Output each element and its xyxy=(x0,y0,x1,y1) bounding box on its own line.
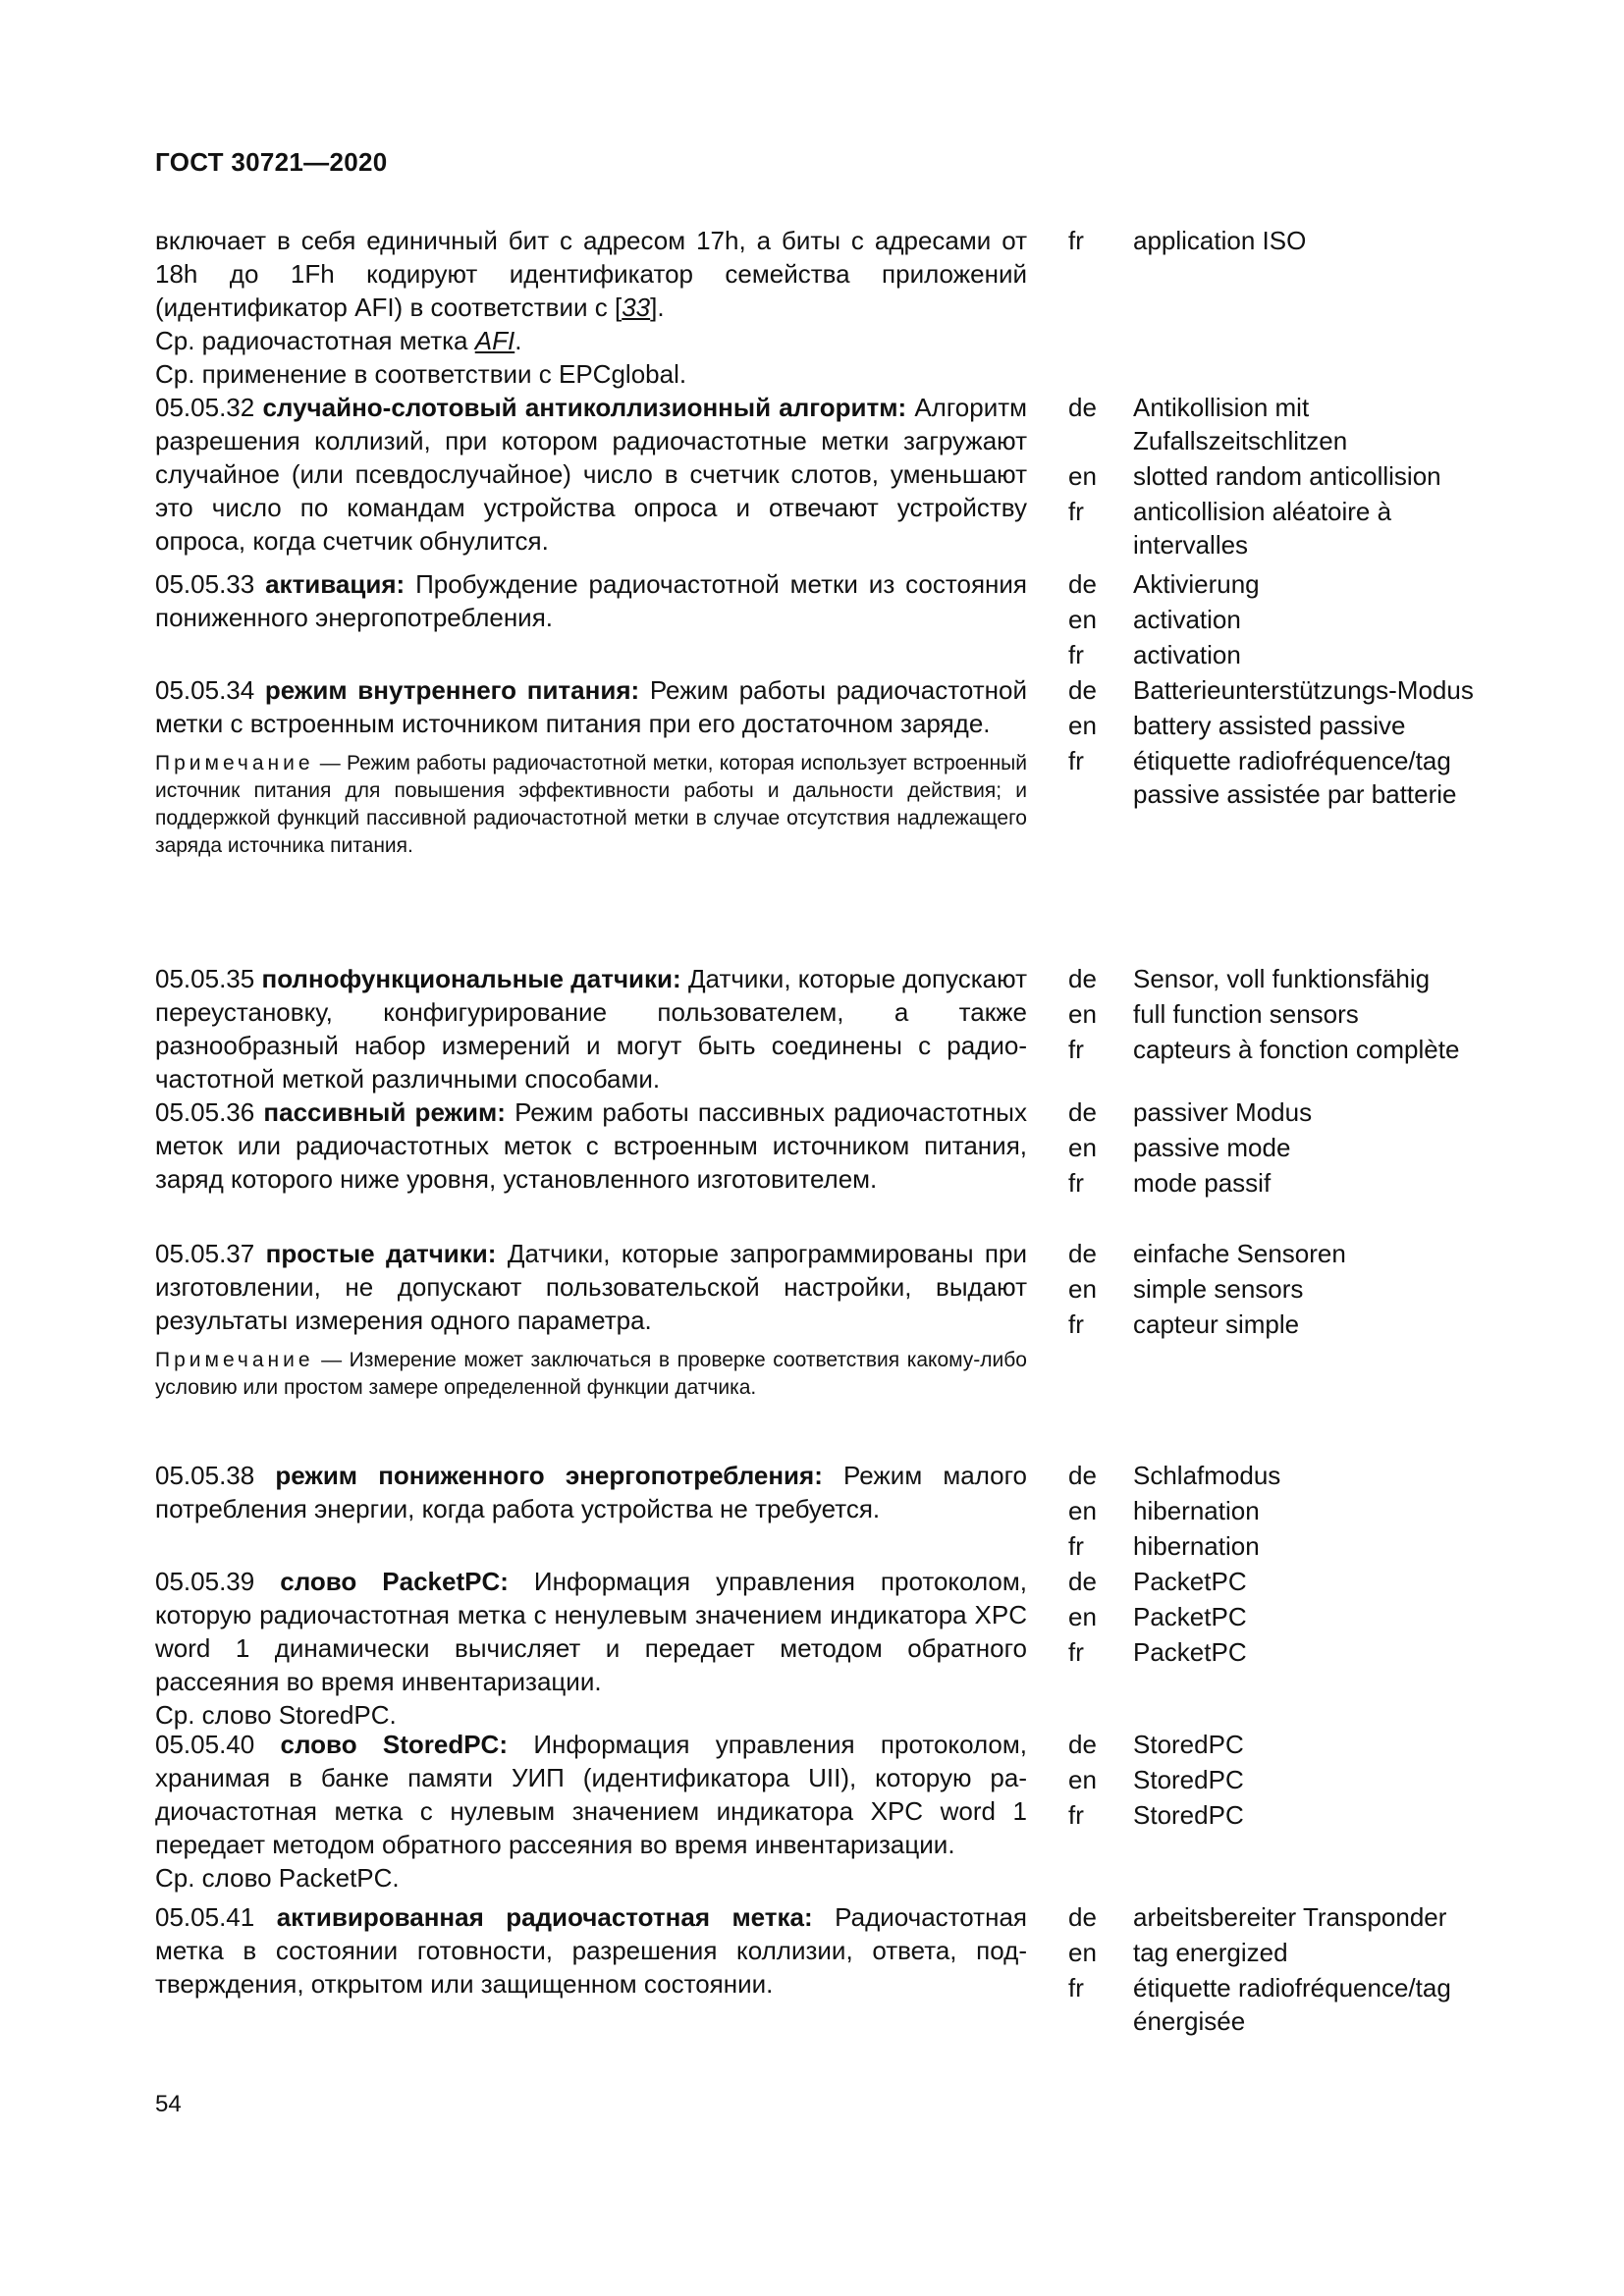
entry-term: слово StoredPC: xyxy=(280,1730,508,1759)
lang-code: de xyxy=(1068,1097,1097,1127)
equivalent-term: Schlafmodus xyxy=(1133,1461,1281,1490)
equivalent-row xyxy=(1068,224,1510,257)
equivalent-row xyxy=(1068,1095,1510,1129)
equivalent-row xyxy=(1068,1936,1510,1969)
entry-number: 05.05.35 xyxy=(155,964,255,993)
entry-definition: Радиочастотная метка в состоянии готовности, разрешения коллизии, ответа, подтверждения, открытом или защищенном состоянии. xyxy=(155,1902,1027,1999)
equivalent-row xyxy=(1068,567,1510,601)
see-also: Ср. радиочастотная метка AFI. xyxy=(155,326,522,355)
entry-note xyxy=(155,1347,1027,1402)
lang-code: fr xyxy=(1068,1800,1084,1830)
lang-code: de xyxy=(1068,1902,1097,1932)
entry-term: простые датчики: xyxy=(265,1239,497,1268)
entry-definition: Информация управления протоколом, которую радиочастотная метка с ненулевым значением индикатора XPC word 1 динамически вычисляет и передает методом обратного рассеяния во время инвентаризации. xyxy=(155,1567,1027,1696)
note-text: — Измерение может заключаться в проверке соответствия какому-либо условию или простом замере определенной функции датчика. xyxy=(155,1349,1027,1399)
equivalent-row xyxy=(1068,1529,1510,1563)
equivalent-row xyxy=(1068,1131,1510,1164)
entry-term: случайно-слотовый антиколлизионный алгоритм: xyxy=(262,393,907,422)
equivalent-term: capteurs à fonction complète xyxy=(1133,1035,1460,1064)
entry-text xyxy=(155,1095,1027,1196)
equivalent-row xyxy=(1068,638,1510,671)
equivalents-block xyxy=(1068,1095,1510,1201)
entry-text xyxy=(155,1237,1027,1337)
equivalent-term: Batterieunterstützungs-Modus xyxy=(1133,675,1474,705)
entry-definition: Режим работы пассивных радиочастотных меток или радиочастотных меток с встроенным источником питания, заряд которого ниже уровня, установленного изготовителем. xyxy=(155,1097,1027,1194)
equivalent-term: StoredPC xyxy=(1133,1800,1244,1830)
lang-code: de xyxy=(1068,569,1097,599)
note-text: — Режим работы радиочастотной метки, которая использует встроенный источник питания для повышения эффективности работы и дальности действия; и поддержкой функций пассивной радиочастотной метки в случае отсутствия надлежащего заряда источника питания. xyxy=(155,752,1027,857)
equivalents-block xyxy=(1068,1565,1510,1671)
equivalent-row xyxy=(1068,709,1510,742)
lang-code: en xyxy=(1068,605,1097,634)
entry-definition-block xyxy=(155,391,1027,558)
entry-term: слово PacketPC: xyxy=(280,1567,509,1596)
equivalent-row xyxy=(1068,1459,1510,1492)
entry-text: включает в себя единичный бит с адресом 17h, а биты с адресами от 18h до 1Fh кодируют идентификатор семейства приложений (идентификатор AFI) в соответствии с [33]. xyxy=(155,226,1027,322)
lang-code: en xyxy=(1068,1602,1097,1631)
entry-definition-block xyxy=(155,673,1027,860)
lang-code: fr xyxy=(1068,1531,1084,1561)
entry-definition-block xyxy=(155,1095,1027,1196)
equivalent-term: activation xyxy=(1133,640,1241,669)
equivalents-block xyxy=(1068,391,1510,563)
equivalent-term: tag energized xyxy=(1133,1938,1288,1967)
entry-text xyxy=(155,567,1027,634)
equivalent-term: hibernation xyxy=(1133,1496,1260,1525)
equivalent-row xyxy=(1068,1166,1510,1200)
entry-definition: Режим малого потребления энергии, когда работа устройства не требуется. xyxy=(155,1461,1027,1523)
equivalent-term: PacketPC xyxy=(1133,1637,1247,1667)
equivalent-row xyxy=(1068,1900,1510,1934)
lang-code: en xyxy=(1068,1938,1097,1967)
lang-code: de xyxy=(1068,1239,1097,1268)
lang-code: fr xyxy=(1068,1168,1084,1198)
document-header: ГОСТ 30721—2020 xyxy=(155,147,388,177)
entry-term: пассивный режим: xyxy=(263,1097,506,1127)
entry-text xyxy=(155,1459,1027,1525)
entry-text xyxy=(155,1900,1027,2001)
entry-definition: Режим работы радиочастотной метки с встроенным источником питания при его достаточном заряде. xyxy=(155,675,1027,738)
equivalent-term: StoredPC xyxy=(1133,1730,1244,1759)
entry-definition-block xyxy=(155,1728,1027,1895)
entry-definition: Информация управления протоколом, хранимая в банке памяти УИП (идентификатора UII), которую радиочастотная метка с нулевым значением индикатора XPC word 1 передает методом обратного рассеяния во время инвентаризации. xyxy=(155,1730,1027,1859)
entry-definition: Пробуждение радиочастотной метки из состояния пониженного энергопотребления. xyxy=(155,569,1027,632)
equivalent-row xyxy=(1068,1033,1510,1066)
entry-number: 05.05.38 xyxy=(155,1461,255,1490)
entry-term: режим пониженного энергопотребления: xyxy=(275,1461,823,1490)
entry-number: 05.05.39 xyxy=(155,1567,255,1596)
entry-number: 05.05.40 xyxy=(155,1730,255,1759)
equivalent-row xyxy=(1068,962,1510,995)
lang-code: fr xyxy=(1068,497,1084,526)
reference-link-33[interactable]: 33 xyxy=(622,293,651,322)
lang-code: fr xyxy=(1068,1035,1084,1064)
lang-code: de xyxy=(1068,1730,1097,1759)
equivalent-term: capteur simple xyxy=(1133,1309,1300,1339)
entry-definition-block xyxy=(155,1237,1027,1402)
note-label: Примечание xyxy=(155,752,314,774)
equivalent-row xyxy=(1068,1971,1510,2038)
lang-code: en xyxy=(1068,1765,1097,1794)
lang-code: en xyxy=(1068,1496,1097,1525)
equivalent-row xyxy=(1068,744,1510,811)
entry-number: 05.05.34 xyxy=(155,675,255,705)
equivalent-term: Antikollision mit Zufallszeitschlitzen xyxy=(1133,393,1348,455)
entry-number: 05.05.41 xyxy=(155,1902,255,1932)
equivalent-row xyxy=(1068,997,1510,1031)
entry-text xyxy=(155,1565,1027,1698)
equivalent-term: hibernation xyxy=(1133,1531,1260,1561)
lang-code: en xyxy=(1068,1133,1097,1162)
entry-term: полнофункциональные датчики: xyxy=(261,964,681,993)
entry-definition-block xyxy=(155,567,1027,634)
entry-number: 05.05.33 xyxy=(155,569,255,599)
equivalent-term: mode passif xyxy=(1133,1168,1272,1198)
lang-code: en xyxy=(1068,1274,1097,1304)
see-also: Ср. слово StoredPC. xyxy=(155,1700,397,1730)
entry-text xyxy=(155,1728,1027,1861)
see-also: Ср. применение в соответствии с EPCglobal. xyxy=(155,359,687,389)
entry-term: режим внутреннего питания: xyxy=(264,675,640,705)
equivalent-term: PacketPC xyxy=(1133,1602,1247,1631)
equivalent-row xyxy=(1068,1272,1510,1306)
equivalent-row xyxy=(1068,1237,1510,1270)
entry-term: активированная радиочастотная метка: xyxy=(276,1902,813,1932)
entry-definition-block xyxy=(155,224,1027,391)
equivalents-block xyxy=(1068,962,1510,1068)
equivalent-term: PacketPC xyxy=(1133,1567,1247,1596)
entry-definition-block xyxy=(155,1459,1027,1525)
equivalent-term: full function sensors xyxy=(1133,999,1359,1029)
equivalents-block xyxy=(1068,224,1510,259)
equivalents-block xyxy=(1068,567,1510,673)
see-link-afi[interactable]: AFI xyxy=(474,326,515,355)
equivalent-row xyxy=(1068,391,1510,457)
entry-definition-block xyxy=(155,1565,1027,1732)
equivalent-row xyxy=(1068,459,1510,493)
entry-term: активация: xyxy=(265,569,406,599)
lang-code: fr xyxy=(1068,640,1084,669)
equivalents-block xyxy=(1068,1459,1510,1565)
equivalent-term: Sensor, voll funktionsfähig xyxy=(1133,964,1431,993)
equivalent-term: StoredPC xyxy=(1133,1765,1244,1794)
lang-code: fr xyxy=(1068,1637,1084,1667)
equivalent-term: arbeitsbereiter Transponder xyxy=(1133,1902,1447,1932)
equivalent-term: application ISO xyxy=(1133,226,1307,255)
equivalents-block xyxy=(1068,1237,1510,1343)
equivalents-block xyxy=(1068,1900,1510,2040)
lang-code: fr xyxy=(1068,1973,1084,2002)
equivalent-row xyxy=(1068,673,1510,707)
note-label: Примечание xyxy=(155,1349,314,1371)
equivalent-row xyxy=(1068,1635,1510,1669)
entry-number: 05.05.36 xyxy=(155,1097,255,1127)
entry-definition: Алгоритм разрешения коллизий, при котором радиочастотные метки загружают случайное (или псевдослучайное) число в счетчик слотов, уменьшают это число по командам устройства опроса и отвечают устройству опроса, когда счетчик обнулится. xyxy=(155,393,1027,556)
equivalent-row xyxy=(1068,1308,1510,1341)
lang-code: de xyxy=(1068,964,1097,993)
lang-code: de xyxy=(1068,1461,1097,1490)
entry-number: 05.05.32 xyxy=(155,393,255,422)
equivalent-row xyxy=(1068,1565,1510,1598)
equivalent-row xyxy=(1068,1728,1510,1761)
lang-code: de xyxy=(1068,1567,1097,1596)
equivalents-block xyxy=(1068,673,1510,813)
equivalent-term: activation xyxy=(1133,605,1241,634)
lang-code: de xyxy=(1068,675,1097,705)
equivalent-row xyxy=(1068,1494,1510,1527)
entry-text xyxy=(155,673,1027,740)
equivalent-term: passiver Modus xyxy=(1133,1097,1313,1127)
equivalent-term: battery assisted passive xyxy=(1133,711,1406,740)
equivalent-term: Aktivierung xyxy=(1133,569,1260,599)
equivalent-row xyxy=(1068,495,1510,561)
lang-code: en xyxy=(1068,711,1097,740)
lang-code: de xyxy=(1068,393,1097,422)
equivalent-row xyxy=(1068,1763,1510,1796)
equivalent-term: étiquette radiofréquence/tag passive assistée par batterie xyxy=(1133,746,1457,809)
lang-code: en xyxy=(1068,461,1097,491)
entry-definition: Датчики, которые запрограммированы при изготовлении, не допускают пользовательской настройки, выдают результаты измерения одного параметра. xyxy=(155,1239,1027,1335)
entry-note xyxy=(155,750,1027,860)
equivalent-row xyxy=(1068,1600,1510,1633)
equivalent-row xyxy=(1068,603,1510,636)
see-also: Ср. слово PacketPC. xyxy=(155,1863,400,1893)
lang-code: fr xyxy=(1068,746,1084,775)
lang-code: en xyxy=(1068,999,1097,1029)
equivalents-block xyxy=(1068,1728,1510,1834)
entry-definition: Датчики, которые допускают переустановку, конфигурирование пользователем, а также разнообразный набор измерений и могут быть соединены с радиочастотной меткой различными способами. xyxy=(155,964,1027,1094)
lang-code: fr xyxy=(1068,226,1084,255)
equivalent-term: slotted random anticollision xyxy=(1133,461,1441,491)
equivalent-term: étiquette radiofréquence/tag énergisée xyxy=(1133,1973,1451,2036)
entry-number: 05.05.37 xyxy=(155,1239,255,1268)
entry-text xyxy=(155,391,1027,558)
page-number: 54 xyxy=(155,2091,182,2117)
equivalent-term: anticollision aléatoire à intervalles xyxy=(1133,497,1392,560)
equivalent-term: passive mode xyxy=(1133,1133,1291,1162)
lang-code: fr xyxy=(1068,1309,1084,1339)
equivalent-row xyxy=(1068,1798,1510,1832)
equivalent-term: einfache Sensoren xyxy=(1133,1239,1346,1268)
entry-definition-block xyxy=(155,962,1027,1095)
entry-text xyxy=(155,962,1027,1095)
equivalent-term: simple sensors xyxy=(1133,1274,1304,1304)
entry-definition-block xyxy=(155,1900,1027,2001)
